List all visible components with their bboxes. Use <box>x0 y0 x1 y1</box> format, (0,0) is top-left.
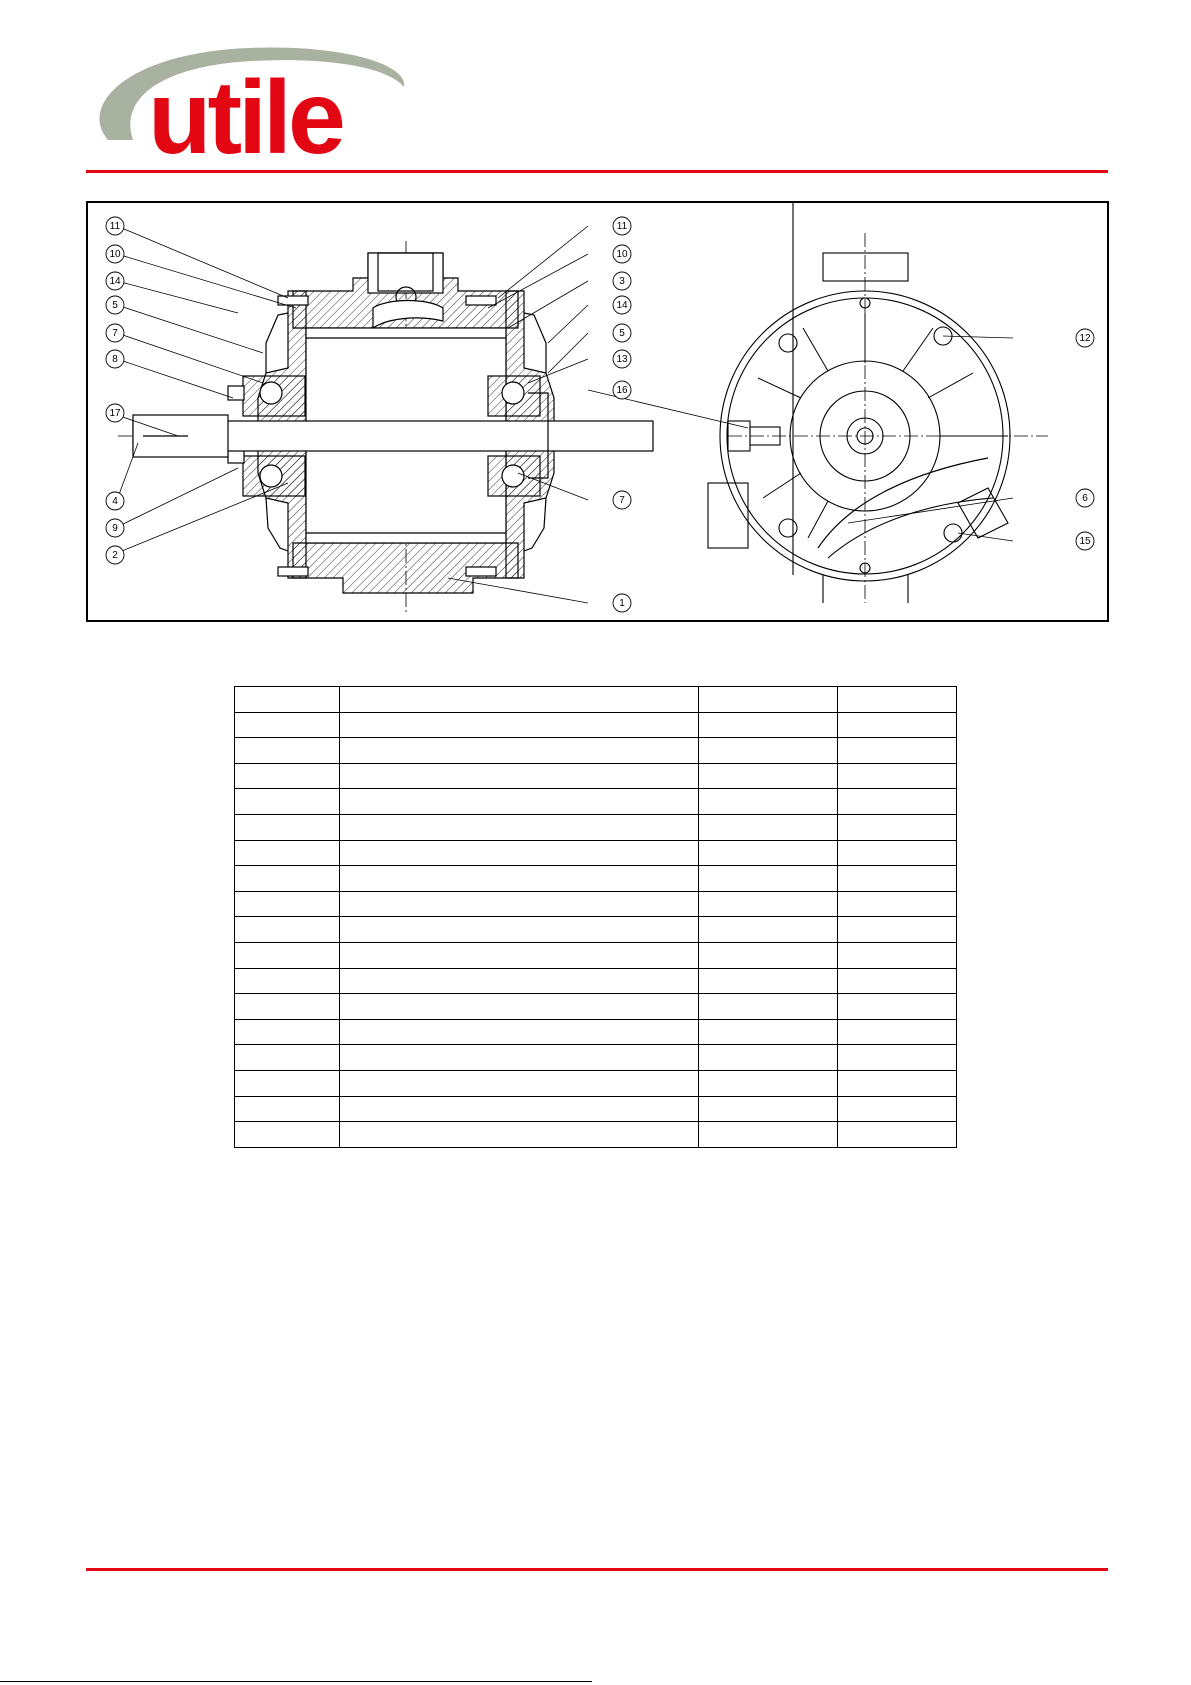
table-cell <box>699 814 838 840</box>
table-cell <box>340 891 699 917</box>
table-cell <box>340 866 699 892</box>
table-cell <box>235 942 340 968</box>
callout-label: 9 <box>112 523 118 534</box>
table-cell <box>340 1070 699 1096</box>
callout-label: 8 <box>112 354 118 365</box>
table-row <box>235 1019 957 1045</box>
table-cell <box>340 738 699 764</box>
table-cell <box>838 994 957 1020</box>
table-cell <box>340 687 699 713</box>
callout-label: 7 <box>112 328 118 339</box>
table-cell <box>838 738 957 764</box>
callout-label: 3 <box>619 276 625 287</box>
table-row <box>235 687 957 713</box>
table-cell <box>699 968 838 994</box>
table-cell <box>699 866 838 892</box>
table-cell <box>699 994 838 1020</box>
callout-label: 17 <box>109 408 121 419</box>
table-cell <box>699 687 838 713</box>
callout-label: 10 <box>616 249 628 260</box>
table-cell <box>838 712 957 738</box>
table-cell <box>340 968 699 994</box>
table-cell <box>699 942 838 968</box>
callout-label: 5 <box>619 328 625 339</box>
end-view <box>708 203 1048 603</box>
table-row <box>235 866 957 892</box>
table-cell <box>838 789 957 815</box>
table-cell <box>235 1096 340 1122</box>
table-row <box>235 1070 957 1096</box>
callout-label: 5 <box>112 300 118 311</box>
table-cell <box>235 1122 340 1148</box>
table-cell <box>340 763 699 789</box>
table-cell <box>699 840 838 866</box>
utile-logo <box>88 45 418 165</box>
footnote-separator <box>0 1681 592 1682</box>
callout-label: 14 <box>109 276 121 287</box>
table-cell <box>699 1122 838 1148</box>
table-cell <box>340 840 699 866</box>
callout-label: 14 <box>616 300 628 311</box>
table-row <box>235 891 957 917</box>
table-row <box>235 1122 957 1148</box>
table-row <box>235 994 957 1020</box>
drawing-svg <box>88 203 1111 624</box>
callout-label: 6 <box>1082 493 1088 504</box>
table-cell <box>235 687 340 713</box>
table-row <box>235 1096 957 1122</box>
table-cell <box>838 866 957 892</box>
table-cell <box>340 917 699 943</box>
table-cell <box>235 763 340 789</box>
table-cell <box>235 1045 340 1071</box>
table-cell <box>340 814 699 840</box>
logo-wordmark: utile <box>148 60 342 165</box>
callout-label: 11 <box>109 221 121 232</box>
table-cell <box>838 1122 957 1148</box>
table-cell <box>838 840 957 866</box>
callout-label: 11 <box>616 221 628 232</box>
table-row <box>235 763 957 789</box>
table-cell <box>699 1019 838 1045</box>
table-row <box>235 917 957 943</box>
table-cell <box>699 763 838 789</box>
table-row <box>235 1045 957 1071</box>
footer-rule <box>86 1568 1108 1571</box>
callout-label: 15 <box>1079 536 1091 547</box>
callout-label: 1 <box>619 598 625 609</box>
table-cell <box>699 738 838 764</box>
table-cell <box>838 1045 957 1071</box>
callout-label: 4 <box>112 496 118 507</box>
table-cell <box>838 968 957 994</box>
table-cell <box>838 687 957 713</box>
table-cell <box>838 763 957 789</box>
table-cell <box>235 891 340 917</box>
table-cell <box>235 994 340 1020</box>
table-cell <box>340 1045 699 1071</box>
table-cell <box>699 789 838 815</box>
callout-label: 16 <box>616 385 628 396</box>
table-cell <box>235 1070 340 1096</box>
table-cell <box>838 814 957 840</box>
table-row <box>235 789 957 815</box>
table-cell <box>340 1096 699 1122</box>
table-row <box>235 942 957 968</box>
table-cell <box>838 891 957 917</box>
table-cell <box>235 840 340 866</box>
table-cell <box>340 712 699 738</box>
callout-label: 13 <box>616 354 628 365</box>
table-cell <box>235 866 340 892</box>
callout-label: 12 <box>1079 333 1091 344</box>
parts-table-body <box>235 687 957 1148</box>
header-rule <box>86 170 1108 173</box>
section-view <box>118 241 653 613</box>
table-cell <box>235 968 340 994</box>
table-cell <box>699 917 838 943</box>
table-cell <box>235 738 340 764</box>
table-row <box>235 814 957 840</box>
table-cell <box>699 891 838 917</box>
table-row <box>235 738 957 764</box>
callout-label: 7 <box>619 495 625 506</box>
table-row <box>235 840 957 866</box>
table-cell <box>235 1019 340 1045</box>
table-row <box>235 968 957 994</box>
table-cell <box>699 1070 838 1096</box>
table-cell <box>838 1019 957 1045</box>
table-cell <box>340 942 699 968</box>
table-cell <box>235 712 340 738</box>
table-cell <box>340 789 699 815</box>
table-cell <box>838 1070 957 1096</box>
technical-drawing <box>86 201 1109 622</box>
table-row <box>235 712 957 738</box>
callout-label: 10 <box>109 249 121 260</box>
table-cell <box>699 1045 838 1071</box>
table-cell <box>838 1096 957 1122</box>
callout-label: 2 <box>112 550 118 561</box>
table-cell <box>838 942 957 968</box>
table-cell <box>235 917 340 943</box>
table-cell <box>340 1122 699 1148</box>
table-cell <box>235 789 340 815</box>
table-cell <box>340 1019 699 1045</box>
table-cell <box>838 917 957 943</box>
table-cell <box>699 712 838 738</box>
table-cell <box>340 994 699 1020</box>
parts-table <box>234 686 957 1148</box>
table-cell <box>699 1096 838 1122</box>
table-cell <box>235 814 340 840</box>
